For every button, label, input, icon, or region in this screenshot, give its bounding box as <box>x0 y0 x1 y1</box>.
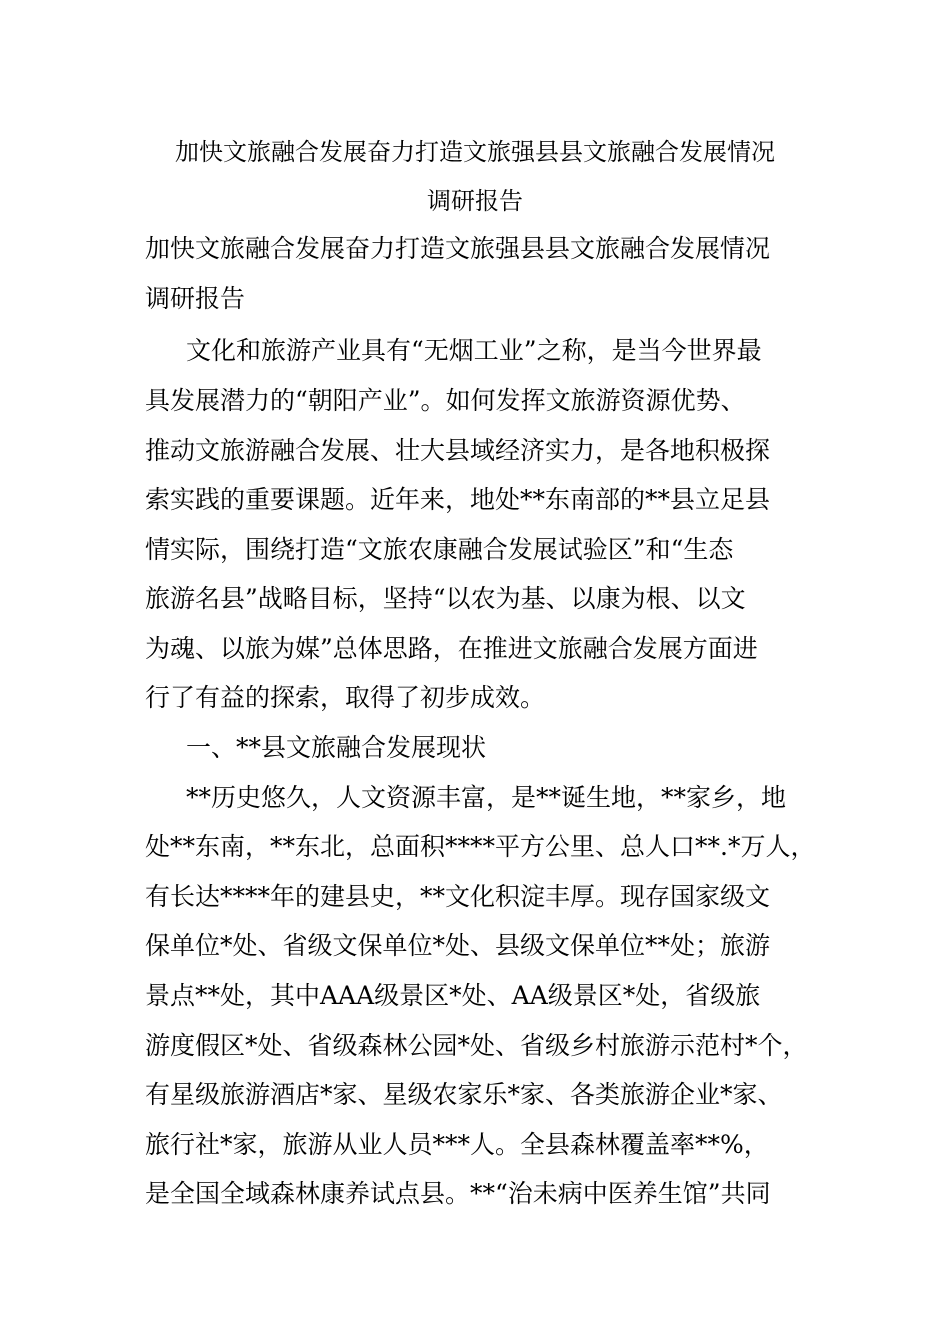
paragraph-line: 有星级旅游酒店*家、星级农家乐*家、各类旅游企业*家、 <box>145 1080 783 1109</box>
document-title-line-2: 调研报告 <box>427 187 523 215</box>
paragraph-line: 行了有益的探索，取得了初步成效。 <box>145 683 546 712</box>
paragraph-line: 文化和旅游产业具有“无烟工业”之称，是当今世界最 <box>186 336 762 365</box>
paragraph-line: 具发展潜力的“朝阳产业”。如何发挥文旅游资源优势、 <box>145 386 746 415</box>
document-title-line-1: 加快文旅融合发展奋力打造文旅强县县文旅融合发展情况 <box>175 138 775 166</box>
paragraph-line: 情实际，围绕打造“文旅农康融合发展试验区”和“生态 <box>145 535 734 564</box>
repeated-title-line-2: 调研报告 <box>145 284 246 313</box>
paragraph-line: 景点**处，其中AAA级景区*处、AA级景区*处，省级旅 <box>145 981 761 1010</box>
section-heading: 一、**县文旅融合发展现状 <box>186 733 487 762</box>
paragraph-line: 是全国全域森林康养试点县。**“治未病中医养生馆”共同 <box>145 1179 771 1208</box>
repeated-title-line-1: 加快文旅融合发展奋力打造文旅强县县文旅融合发展情况 <box>145 234 771 263</box>
paragraph-line: 索实践的重要课题。近年来，地处**东南部的**县立足县 <box>145 485 771 514</box>
paragraph-line: 保单位*处、省级文保单位*处、县级文保单位**处；旅游 <box>145 931 771 960</box>
paragraph-line: **历史悠久，人文资源丰富，是**诞生地，**家乡，地 <box>186 783 787 812</box>
paragraph-line: 游度假区*处、省级森林公园*处、省级乡村旅游示范村*个， <box>145 1031 808 1060</box>
paragraph-line: 推动文旅游融合发展、壮大县域经济实力，是各地积极探 <box>145 436 771 465</box>
paragraph-line: 旅行社*家，旅游从业人员***人。全县森林覆盖率**%， <box>145 1130 769 1159</box>
paragraph-line: 处**东南，**东北，总面积****平方公里、总人口**.*万人， <box>145 832 816 861</box>
paragraph-line: 旅游名县”战略目标，坚持“以农为基、以康为根、以文 <box>145 584 746 613</box>
paragraph-line: 为魂、以旅为媒”总体思路，在推进文旅融合发展方面进 <box>145 634 758 663</box>
paragraph-line: 有长达****年的建县史，**文化积淀丰厚。现存国家级文 <box>145 882 771 911</box>
